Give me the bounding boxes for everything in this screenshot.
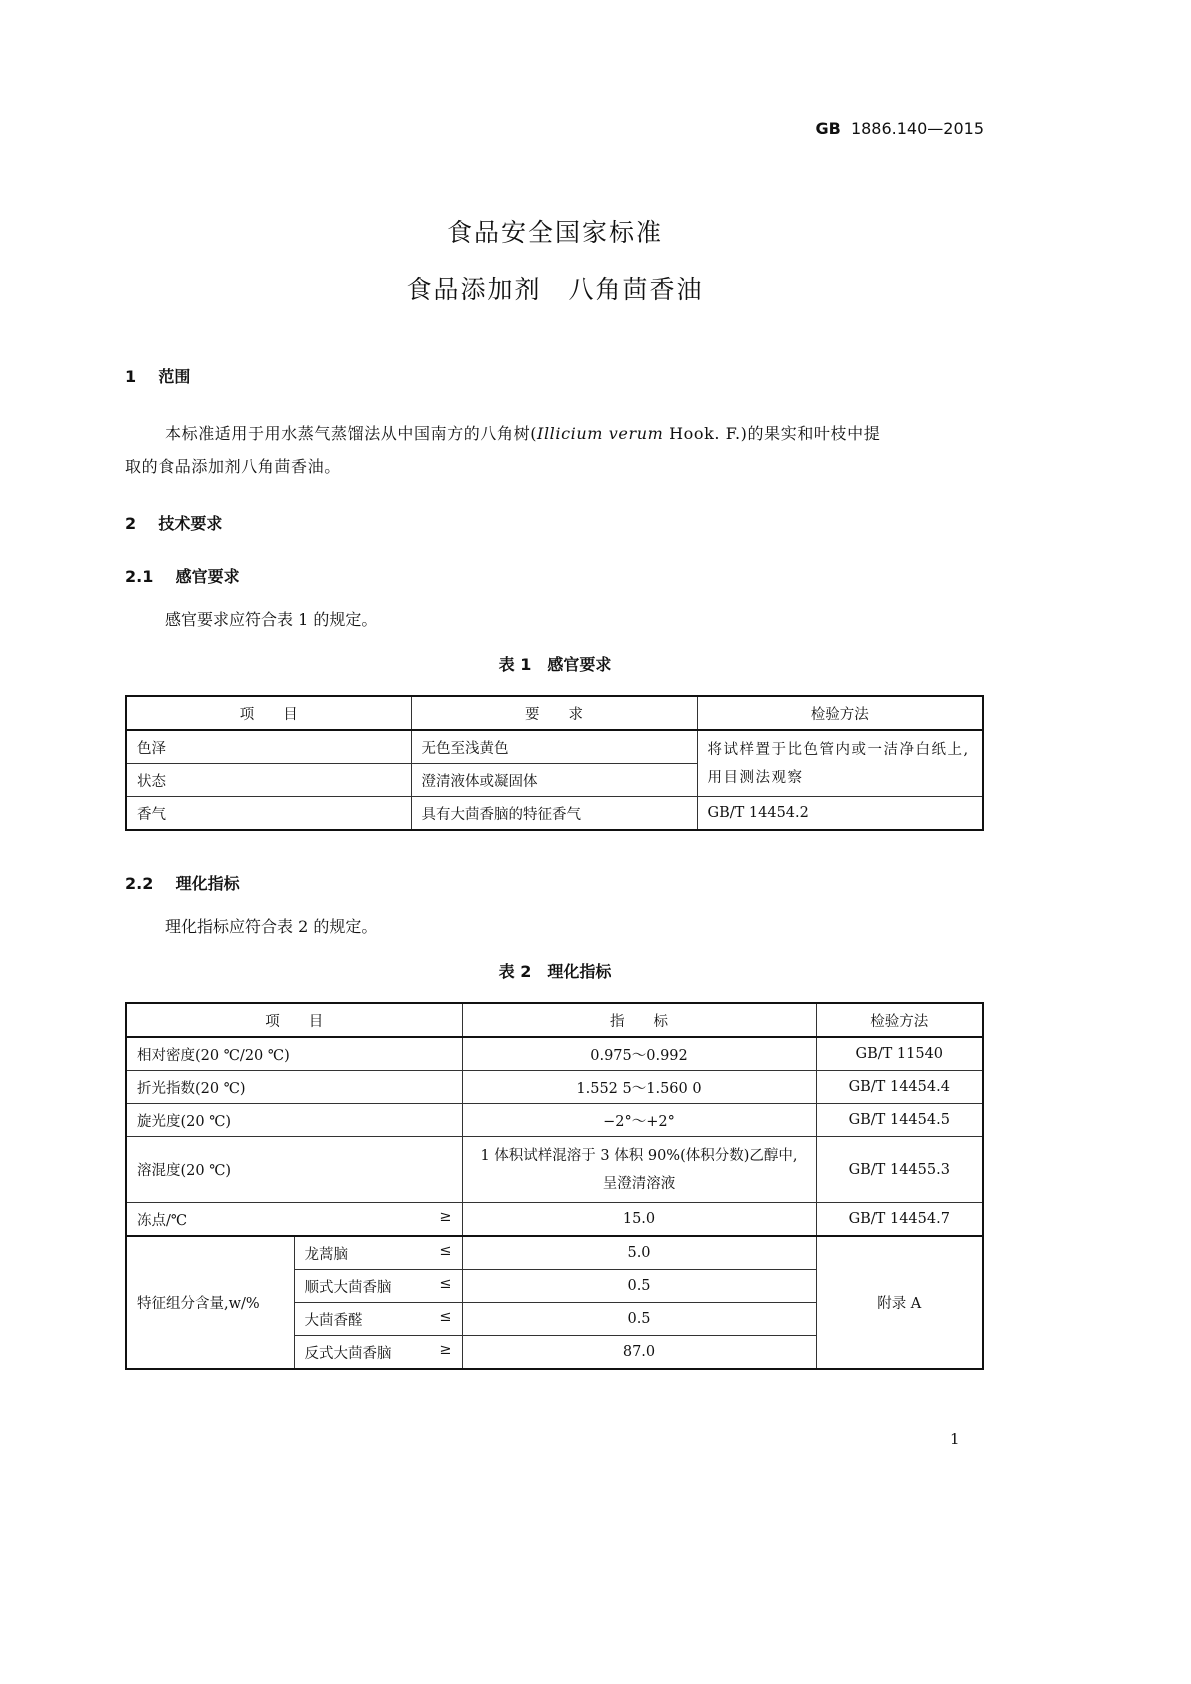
table-row: 特征组分含量,w/% 龙蒿脑 ≤ 5.0 附录 A	[126, 1236, 983, 1270]
table-row: 反式大茴香脑 ≥ 87.0	[126, 1336, 983, 1370]
table2-caption: 表 2 理化指标	[498, 962, 612, 981]
table-row: 顺式大茴香脑 ≤ 0.5	[126, 1270, 983, 1303]
section-2-heading: 2 技术要求	[125, 514, 223, 533]
title-line1: 食品安全国家标准	[446, 218, 663, 247]
table1-caption: 表 1 感官要求	[498, 655, 612, 674]
table1-sensory	[125, 695, 984, 831]
table2-physicochemical	[125, 1002, 984, 1370]
header-item: 项 目	[126, 696, 411, 730]
table-header-row: 项 目 指 标 检验方法	[126, 1003, 983, 1037]
group-method: 附录 A	[816, 1236, 983, 1369]
table-row: 香气 具有大茴香脑的特征香气 GB/T 14454.2	[126, 797, 983, 831]
header-requirement: 要 求	[411, 696, 697, 730]
page-number: 1	[950, 1430, 960, 1448]
scope-paragraph-line1: 本标准适用于用水蒸气蒸馏法从中国南方的八角树(Illicium verum Hook. F.)的果实和叶枝中提	[165, 424, 881, 443]
table-row: 色泽 无色至浅黄色 将试样置于比色管内或一洁净白纸上,用目测法观察	[126, 730, 983, 764]
std-prefix: GB	[815, 119, 841, 138]
table-row: 溶混度(20 ℃) 1 体积试样混溶于 3 体积 90%(体积分数)乙醇中,呈澄清溶液 GB/T 14455.3	[126, 1137, 983, 1203]
group-label: 特征组分含量,w/%	[126, 1236, 294, 1369]
merged-method: 将试样置于比色管内或一洁净白纸上,用目测法观察	[697, 730, 983, 797]
table-row: 旋光度(20 ℃) −2°～+2° GB/T 14454.5	[126, 1104, 983, 1137]
title-line2: 食品添加剂 八角茴香油	[406, 275, 704, 304]
table-row: 折光指数(20 ℃) 1.552 5～1.560 0 GB/T 14454.4	[126, 1071, 983, 1104]
std-number: 1886.140—2015	[850, 119, 984, 138]
table-row: 状态 澄清液体或凝固体	[126, 764, 983, 797]
table-row: 冻点/℃ ≥ 15.0 GB/T 14454.7	[126, 1203, 983, 1237]
table-header-row	[126, 696, 983, 730]
section-2-1-heading: 2.1 感官要求	[125, 567, 240, 586]
section-2-1-text: 感官要求应符合表 1 的规定。	[165, 610, 378, 629]
table-row: 大茴香醛 ≤ 0.5	[126, 1303, 983, 1336]
scope-paragraph-line2: 取的食品添加剂八角茴香油。	[125, 457, 341, 476]
table-row: 相对密度(20 ℃/20 ℃) 0.975～0.992 GB/T 11540	[126, 1037, 983, 1071]
standard-number	[815, 119, 984, 138]
section-2-2-text: 理化指标应符合表 2 的规定。	[165, 917, 378, 936]
section-2-2-heading: 2.2 理化指标	[125, 874, 240, 893]
section-1-heading: 1 范围	[125, 367, 191, 386]
header-method: 检验方法	[697, 696, 983, 730]
